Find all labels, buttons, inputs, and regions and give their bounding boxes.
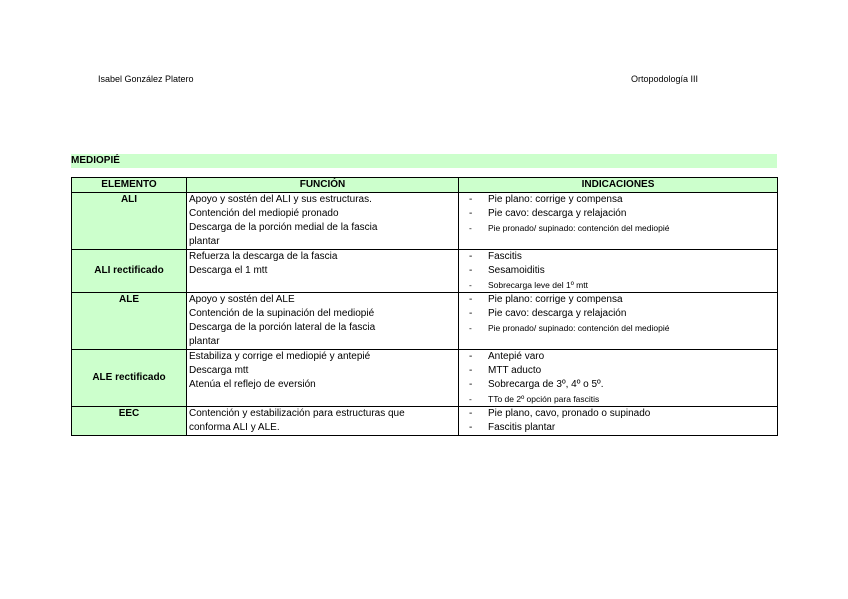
- column-header-indications: INDICACIONES: [459, 178, 778, 193]
- indication-item: - Pie pronado/ supinado: contención del mediopié: [469, 323, 670, 333]
- indications-cell: [459, 407, 778, 436]
- indication-item: - Pie plano: corrige y compensa: [469, 294, 623, 305]
- indication-item: - Pie pronado/ supinado: contención del mediopié: [469, 223, 670, 233]
- table-row: [72, 250, 778, 293]
- function-cell: [187, 293, 459, 350]
- function-cell: [187, 407, 459, 436]
- function-line: Contención y estabilización para estructuras que: [189, 408, 405, 419]
- function-line: Contención del mediopié pronado: [189, 208, 339, 219]
- function-line: Apoyo y sostén del ALE: [189, 294, 295, 305]
- indications-cell: [459, 293, 778, 350]
- function-line: Descarga mtt: [189, 365, 249, 376]
- function-line: Estabiliza y corrige el mediopié y antepié: [189, 351, 371, 362]
- orthosis-table: [71, 177, 778, 436]
- function-line: plantar: [189, 236, 220, 247]
- table-row: [72, 293, 778, 350]
- element-cell: ALE rectificado: [72, 350, 187, 407]
- function-line: plantar: [189, 336, 220, 347]
- table-row: [72, 407, 778, 436]
- indication-item: - Pie cavo: descarga y relajación: [469, 208, 627, 219]
- indication-item: - Fascitis plantar: [469, 422, 556, 433]
- function-cell: [187, 193, 459, 250]
- indication-item: - TTo de 2º opción para fascitis: [469, 394, 600, 404]
- function-line: Descarga de la porción lateral de la fascia: [189, 322, 376, 333]
- indication-item: - Sobrecarga leve del 1º mtt: [469, 280, 588, 290]
- indication-item: - MTT aducto: [469, 365, 542, 376]
- table-row: [72, 350, 778, 407]
- function-line: Apoyo y sostén del ALI y sus estructuras.: [189, 194, 372, 205]
- function-line: Descarga el 1 mtt: [189, 265, 268, 276]
- column-header-function: FUNCIÓN: [187, 178, 459, 193]
- element-cell: ALE: [72, 293, 187, 350]
- column-header-element: ELEMENTO: [72, 178, 187, 193]
- section-title: MEDIOPIÉ: [71, 154, 777, 168]
- function-line: conforma ALI y ALE.: [189, 422, 280, 433]
- function-line: Contención de la supinación del mediopié: [189, 308, 375, 319]
- course-name: Ortopodología III: [631, 74, 699, 84]
- table-row: [72, 193, 778, 250]
- author-name: Isabel González Platero: [98, 74, 194, 84]
- indication-item: - Fascitis: [469, 251, 522, 262]
- element-cell: ALI: [72, 193, 187, 250]
- indication-item: - Sobrecarga de 3º, 4º o 5º.: [469, 379, 604, 390]
- function-line: Descarga de la porción medial de la fascia: [189, 222, 378, 233]
- function-cell: [187, 350, 459, 407]
- indication-item: - Pie plano, cavo, pronado o supinado: [469, 408, 651, 419]
- indication-item: - Antepié varo: [469, 351, 545, 362]
- indications-cell: [459, 350, 778, 407]
- indications-cell: [459, 193, 778, 250]
- indication-item: - Pie cavo: descarga y relajación: [469, 308, 627, 319]
- indication-item: - Sesamoiditis: [469, 265, 545, 276]
- function-cell: [187, 250, 459, 293]
- table-header-row: [72, 178, 778, 193]
- element-cell: ALI rectificado: [72, 250, 187, 293]
- element-cell: EEC: [72, 407, 187, 436]
- function-line: Atenúa el reflejo de eversión: [189, 379, 316, 390]
- indications-cell: [459, 250, 778, 293]
- function-line: Refuerza la descarga de la fascia: [189, 251, 338, 262]
- indication-item: - Pie plano: corrige y compensa: [469, 194, 623, 205]
